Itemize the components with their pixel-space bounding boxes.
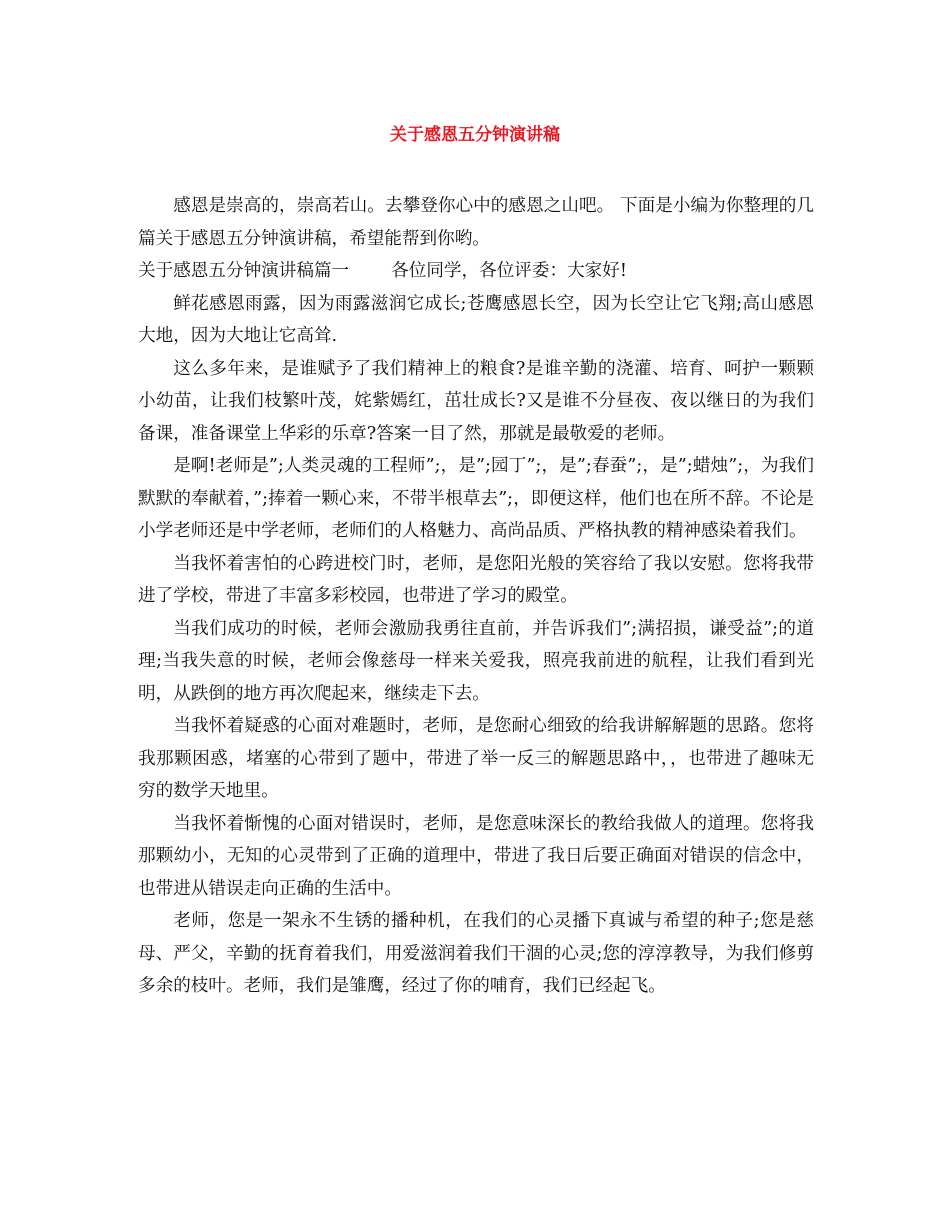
body-paragraph: 当我怀着害怕的心跨进校门时，老师，是您阳光般的笑容给了我以安慰。您将我带进了学校，带进了丰富多彩校园，也带进了学习的殿堂。 [138, 553, 814, 606]
greeting: 各位同学，各位评委：大家好! [391, 261, 627, 281]
body-paragraph: 鲜花感恩雨露，因为雨露滋润它成长;苍鹰感恩长空，因为长空让它飞翔;高山感恩大地，因为大地让它高耸. [138, 293, 814, 346]
body-paragraph: 这么多年来，是谁赋予了我们精神上的粮食?是谁辛勤的浇灌、培育、呵护一颗颗小幼苗，让我们枝繁叶茂，姹紫嫣红，茁壮成长?又是谁不分昼夜、夜以继日的为我们备课，准备课堂上华彩的乐章?答案一目了然，那就是最敬爱的老师。 [138, 358, 814, 444]
body-paragraph: 老师，您是一架永不生锈的播种机，在我们的心灵播下真诚与希望的种子;您是慈母、严父，辛勤的抚育着我们，用爱滋润着我们干涸的心灵;您的淳淳教导，为我们修剪多余的枝叶。老师，我们是雏鹰，经过了你的哺育，我们已经起飞。 [138, 911, 814, 996]
intro-paragraph: 感恩是崇高的，崇高若山。去攀登你心中的感恩之山吧。 下面是小编为你整理的几篇关于感恩五分钟演讲稿，希望能帮到你哟。 [138, 196, 814, 249]
section-heading-line [138, 255, 814, 288]
body-paragraph: 当我怀着疑惑的心面对难题时，老师，是您耐心细致的给我讲解解题的思路。您将我那颗困惑，堵塞的心带到了题中，带进了举一反三的解题思路中，，也带进了趣味无穷的数学天地里。 [138, 716, 814, 801]
section-heading: 关于感恩五分钟演讲稿篇一 [138, 261, 350, 281]
document-body [138, 190, 814, 1003]
body-paragraph: 当我们成功的时候，老师会激励我勇往直前，并告诉我们”;满招损，谦受益”;的道理;当我失意的时候，老师会像慈母一样来关爱我，照亮我前进的航程，让我们看到光明，从跌倒的地方再次爬起来，继续走下去。 [138, 618, 814, 704]
body-paragraph: 是啊!老师是”;人类灵魂的工程师”;，是”;园丁”;，是”;春蚕”;，是”;蜡烛”;，为我们默默的奉献着，”;捧着一颗心来，不带半根草去”;，即便这样，他们也在所不辞。不论是小学老师还是中学老师，老师们的人格魅力、高尚品质、严格执教的精神感染着我们。 [138, 456, 814, 541]
document-title: 关于感恩五分钟演讲稿 [390, 125, 560, 145]
body-paragraph: 当我怀着惭愧的心面对错误时，老师，是您意味深长的教给我做人的道理。您将我那颗幼小，无知的心灵带到了正确的道理中，带进了我日后要正确面对错误的信念中，也带进从错误走向正确的生活中。 [138, 813, 814, 899]
